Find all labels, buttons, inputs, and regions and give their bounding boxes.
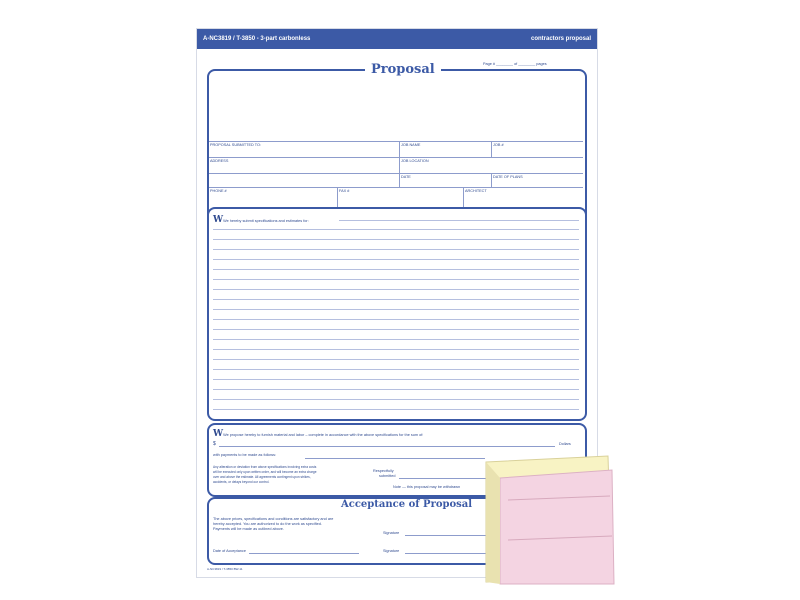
form-type: contractors proposal	[530, 36, 591, 42]
acceptance-text-2: hereby accepted. You are authorized to do the work as specified.	[213, 522, 322, 526]
specifications-intro: WWe hereby submit specifications and estimates for:	[213, 215, 309, 225]
fax-label: FAX #	[339, 189, 350, 193]
job-location-label: JOB LOCATION	[401, 159, 429, 163]
fine-print-1: Any alteration or deviation from above specifications involving extra costs	[213, 465, 317, 469]
footer-code: A-NC3819 / T-3850 BW-11	[207, 567, 243, 571]
address-label: ADDRESS	[210, 159, 229, 163]
job-name-label: JOB NAME	[401, 143, 421, 147]
payment-intro: WWe propose hereby to furnish material and labor – complete in accordance with the above specifications for the sum of:	[213, 429, 424, 439]
fine-print-3: over and above the estimate. All agreements contingent upon strikes,	[213, 475, 311, 479]
architect-label: ARCHITECT	[465, 189, 487, 193]
proposal-title: Proposal	[365, 62, 441, 77]
pink-copy-sheet	[500, 470, 614, 584]
payments-label: with payments to be made as follows:	[213, 453, 277, 457]
dollar-sign: $	[213, 441, 216, 447]
signature-label-2: Signature	[383, 549, 400, 553]
dollars-label: Dollars	[559, 442, 571, 446]
signature-label-1: Signature	[383, 531, 400, 535]
page-curl-shadow	[486, 462, 500, 584]
fine-print-2: will be executed only upon written order, and will become an extra charge	[213, 470, 317, 474]
date-of-plans-label: DATE OF PLANS	[493, 175, 523, 179]
date-label: DATE	[401, 175, 411, 179]
acceptance-text-1: The above prices, specifications and conditions are satisfactory and are	[213, 517, 334, 521]
form-code: A-NC3819 / T-3850 - 3-part carbonless	[203, 36, 311, 42]
submitted-label: submitted	[379, 474, 396, 478]
acceptance-text-3: Payments will be made as outlined above.	[213, 527, 284, 531]
withdrawal-note: Note — this proposal may be withdrawn	[393, 485, 461, 489]
respectfully-label: Respectfully	[373, 469, 394, 473]
page-number-field: Page # ________ of ________ pages	[483, 62, 547, 66]
acceptance-title: Acceptance of Proposal	[335, 499, 478, 510]
date-of-acceptance-label: Date of Acceptance	[213, 549, 246, 553]
submitted-to-label: PROPOSAL SUBMITTED TO:	[210, 143, 261, 147]
fine-print-4: accidents, or delays beyond our control.	[213, 480, 270, 484]
phone-label: PHONE #	[210, 189, 227, 193]
job-number-label: JOB #	[493, 143, 504, 147]
